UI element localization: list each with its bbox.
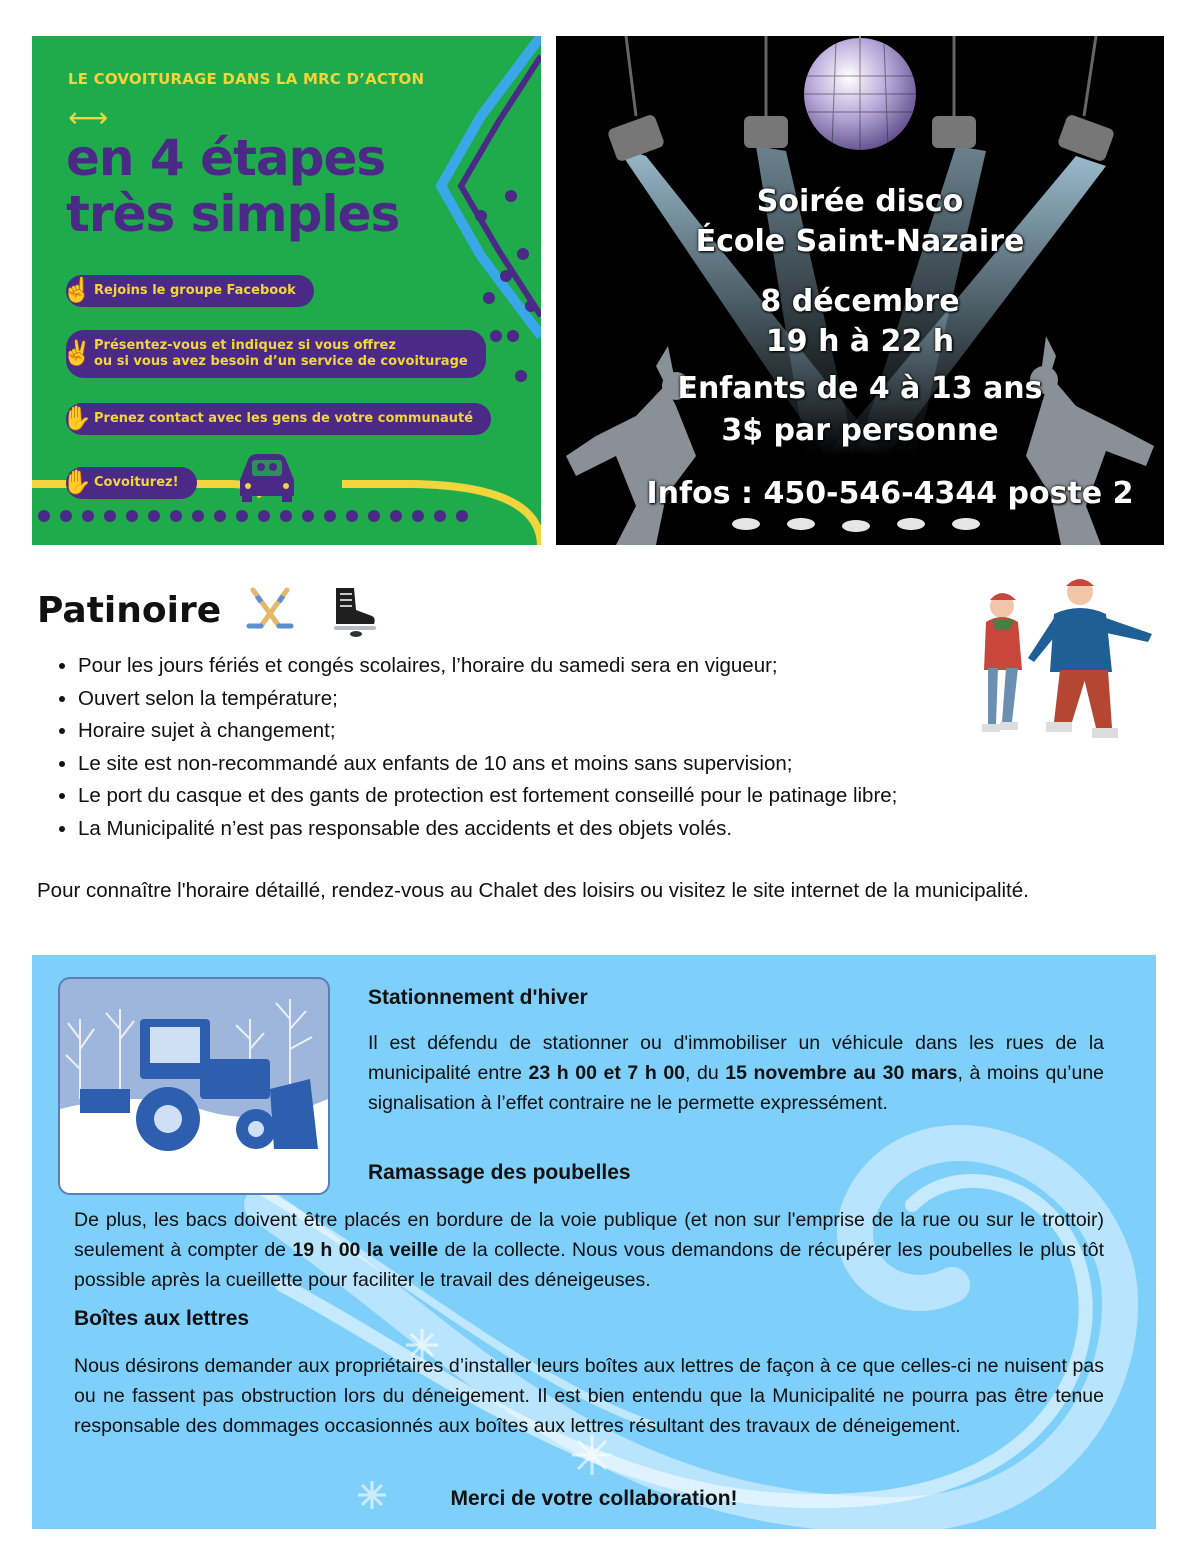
hand-two-fingers-icon: ✌ <box>62 340 92 367</box>
hand-three-fingers-icon: ✋ <box>62 405 92 432</box>
list-item: • Le port du casque et des gants de protection est fortement conseillé pour le patinage libre; <box>78 780 897 813</box>
list-item: • Le site est non-recommandé aux enfants de 10 ans et moins sans supervision; <box>78 748 897 781</box>
trash-text-a: De plus, les bacs doivent être placés en bordure de la voie publique (et non sur l'emprise de la rue ou sur le trottoir) seulement à compter de <box>74 1209 1104 1261</box>
double-arrow-icon: ⟷ <box>68 101 109 134</box>
winter-info-box <box>32 955 1156 1529</box>
rink-title: Patinoire <box>37 590 222 631</box>
carpool-step-3 <box>62 402 491 436</box>
parking-text-c: , du <box>685 1062 726 1084</box>
rink-schedule-note: Pour connaître l'horaire détaillé, rendez-vous au Chalet des loisirs ou visitez le site internet de la municipalité. <box>37 879 1029 902</box>
trash-time: 19 h 00 la veille <box>292 1239 439 1261</box>
disco-info: Infos : 450-546-4344 poste 2 <box>646 476 1134 511</box>
trash-title: Ramassage des poubelles <box>368 1161 631 1184</box>
mailbox-text: Nous désirons demander aux propriétaires d’installer leurs boîtes aux lettres de façon à ce que celles-ci ne nuisent pas ou ne fassent pas obstruction lors du déneigement. Il est bien entendu que la Municipalité ne pourra pas être tenue responsable des dommages occasionnés aux boîtes aux lettres résultant des travaux de déneigement. <box>74 1355 1104 1437</box>
headline-line-2: très simples <box>66 185 400 243</box>
headline-line-1: en 4 étapes <box>66 129 386 187</box>
disco-date: 8 décembre <box>760 284 960 319</box>
carpool-kicker: LE COVOITURAGE DANS LA MRC D’ACTON <box>68 70 425 88</box>
disco-poster <box>556 36 1164 545</box>
disco-ages: Enfants de 4 à 13 ans <box>677 371 1043 406</box>
step-4-label: Covoiturez! <box>66 467 197 499</box>
thanks-message: Merci de votre collaboration! <box>450 1487 738 1510</box>
ice-skate-icon <box>326 584 380 638</box>
hand-one-finger-icon: ☝ <box>62 277 92 304</box>
parking-text <box>368 1028 1104 1118</box>
list-item: • Horaire sujet à changement; <box>78 715 897 748</box>
disco-time: 19 h à 22 h <box>765 324 955 359</box>
rink-rules-list <box>52 650 897 845</box>
parking-text-e: , à moins qu’une signalisation à l’effet contraire ne le permette expressément. <box>368 1062 1105 1114</box>
carpool-step-2 <box>62 330 486 378</box>
list-item: • La Municipalité n’est pas responsable des accidents et des objets volés. <box>78 813 897 846</box>
disco-who <box>556 368 1164 452</box>
decorative-border-icon <box>421 36 541 545</box>
parking-text-a: Il est défendu de stationner ou d'immobiliser un véhicule dans les rues de la municipalité entre <box>368 1032 1104 1084</box>
hand-four-fingers-icon: ✋ <box>62 469 92 496</box>
disco-when <box>556 282 1164 362</box>
snowplow-image <box>60 979 328 1193</box>
parking-hours: 23 h 00 et 7 h 00 <box>528 1062 686 1084</box>
step-3-label: Prenez contact avec les gens de votre communauté <box>66 403 491 435</box>
skaters-illustration-icon <box>962 572 1162 752</box>
list-item: • Ouvert selon la température; <box>78 683 897 716</box>
trash-text-c: de la collecte. Nous vous demandons de récupérer les poubelles le plus tôt possible après la cueillette pour faciliter le travail des déneigeuses. <box>74 1239 1105 1291</box>
hockey-sticks-icon <box>245 586 295 636</box>
step-2-line-2: ou si vous avez besoin d’un service de covoiturage <box>94 354 468 369</box>
disco-line-2: École Saint-Nazaire <box>695 224 1025 259</box>
disco-price: 3$ par personne <box>721 413 999 448</box>
trash-text <box>74 1205 1104 1295</box>
mailbox-title: Boîtes aux lettres <box>74 1307 250 1330</box>
step-2-label <box>66 330 486 378</box>
disco-heading <box>556 182 1164 262</box>
carpool-poster <box>32 36 541 545</box>
carpool-headline <box>66 130 399 242</box>
carpool-step-1 <box>62 274 314 308</box>
step-2-line-1: Présentez-vous et indiquez si vous offrez <box>94 338 396 353</box>
step-1-label: Rejoins le groupe Facebook <box>66 275 314 307</box>
disco-line-1: Soirée disco <box>756 184 964 219</box>
car-icon <box>232 450 300 504</box>
snowplow-tractor-icon <box>60 979 328 1193</box>
carpool-step-4 <box>62 466 197 500</box>
parking-title: Stationnement d'hiver <box>368 986 588 1009</box>
parking-dates: 15 novembre au 30 mars <box>725 1062 958 1084</box>
list-item: • Pour les jours fériés et congés scolaires, l’horaire du samedi sera en vigueur; <box>78 650 897 683</box>
